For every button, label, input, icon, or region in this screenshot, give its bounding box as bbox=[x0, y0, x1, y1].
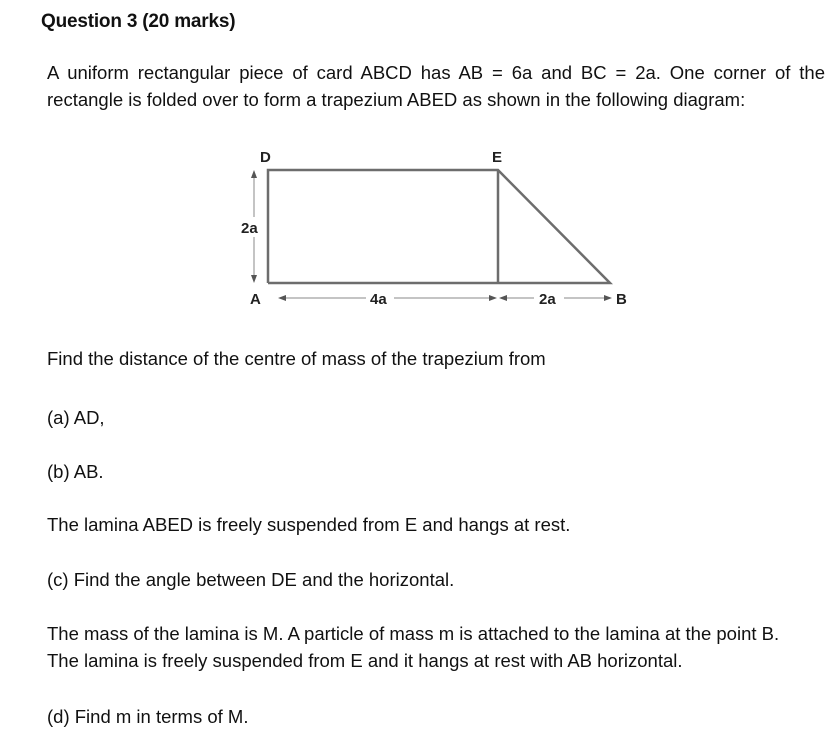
part-b: (b) AB. bbox=[47, 461, 104, 482]
down-arrow-icon bbox=[251, 275, 257, 283]
label-d: D bbox=[260, 149, 271, 166]
left-arrow-icon bbox=[278, 295, 286, 301]
label-a: A bbox=[250, 291, 261, 308]
suspension-text: The lamina ABED is freely suspended from E and hangs at rest. bbox=[47, 514, 571, 535]
trapezium-outline bbox=[268, 170, 610, 283]
label-b: B bbox=[616, 291, 627, 308]
mass-line-2: The lamina is freely suspended from E and it hangs at rest with AB horizontal. bbox=[47, 650, 683, 671]
label-base-left: 4a bbox=[370, 291, 387, 308]
find-prompt: Find the distance of the centre of mass of the trapezium from bbox=[47, 348, 546, 369]
right-arrow-icon bbox=[604, 295, 612, 301]
divider-left-arrow-icon bbox=[499, 295, 507, 301]
question-heading: Question 3 (20 marks) bbox=[41, 11, 236, 32]
label-base-right: 2a bbox=[539, 291, 556, 308]
part-c: (c) Find the angle between DE and the horizontal. bbox=[47, 569, 455, 590]
part-a: (a) AD, bbox=[47, 407, 105, 428]
question-intro: A uniform rectangular piece of card ABCD has AB = 6a and BC = 2a. One corner of the rectangle is folded over to form a trapezium ABED as shown in the following diagram: bbox=[47, 62, 825, 110]
divider-right-arrow-icon bbox=[489, 295, 497, 301]
label-height: 2a bbox=[241, 220, 258, 237]
label-e: E bbox=[492, 149, 503, 166]
trapezium-diagram bbox=[230, 140, 650, 320]
part-d: (d) Find m in terms of M. bbox=[47, 706, 249, 727]
up-arrow-icon bbox=[251, 170, 257, 178]
mass-line-1: The mass of the lamina is M. A particle of mass m is attached to the lamina at the point B. bbox=[47, 623, 780, 644]
mass-paragraph bbox=[47, 620, 832, 674]
